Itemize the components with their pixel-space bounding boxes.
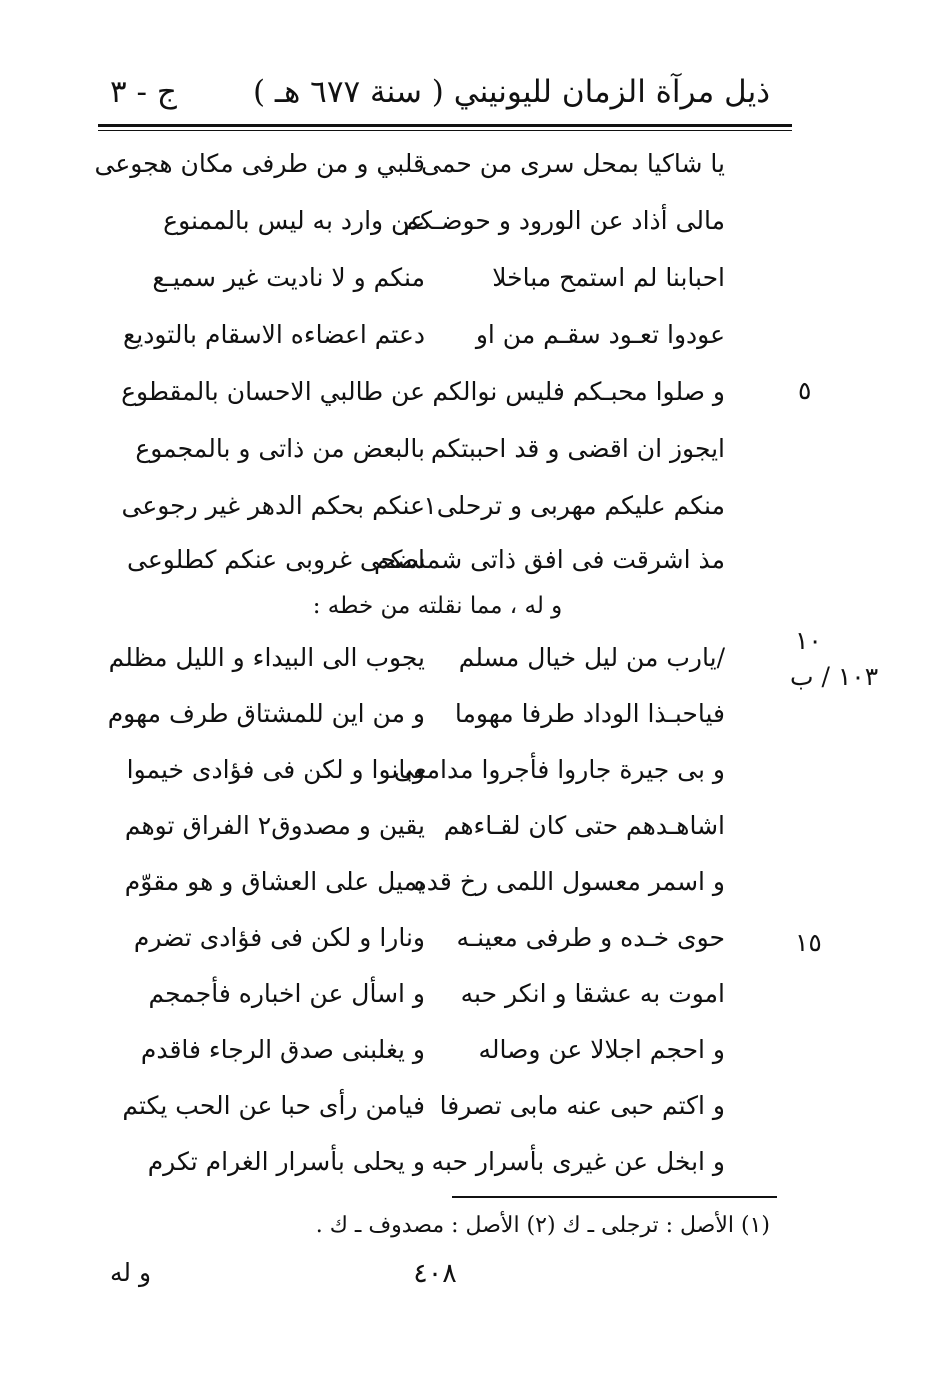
verse-second-hemistich: وبانوا و لكن فى فؤادى خيموا — [126, 755, 425, 784]
verse-first-hemistich: منكم عليكم مهربى و ترحلى١ — [423, 491, 725, 520]
footnote: (١) الأصل : ترجلى ـ ك (٢) الأصل : مصدوف ـ ك . — [315, 1213, 770, 1238]
verse-second-hemistich: و من اين للمشتاق طرف مهوم — [107, 699, 425, 728]
verse-first-hemistich: حوى خـده و طرفى معينـه — [456, 923, 725, 952]
verse-line — [124, 854, 725, 910]
verse-second-hemistich: عنكم بحكم الدهر غير رجوعى — [121, 491, 425, 520]
verse-second-hemistich: يجوب الى البيداء و الليل مظلم — [108, 643, 425, 672]
verse-line — [150, 966, 725, 1022]
verse-first-hemistich: و اكتم حبى عنه مابى تصرفا — [439, 1091, 725, 1120]
verse-second-hemistich: قلبي و من طرفى مكان هجوعى — [94, 149, 425, 178]
verse-second-hemistich: ونارا و لكن فى فؤادى تضرم — [133, 923, 425, 952]
verse-line — [124, 798, 725, 854]
verse-second-hemistich: منكم و لا ناديت غير سميـع — [152, 263, 425, 292]
page-number: ٤٠٨ — [413, 1258, 457, 1289]
verse-second-hemistich: عن طالبي الاحسان بالمقطوع — [121, 377, 425, 406]
verse-first-hemistich: و صلوا محبـكم فليس نوالكم — [432, 377, 725, 406]
verse-first-hemistich: و اسمر معسول اللمى رخ قده — [413, 867, 725, 896]
verse-line — [107, 686, 725, 742]
verse-first-hemistich: مذ اشرقت فى افق ذاتى شمسكم — [374, 545, 725, 574]
footnote-rule — [452, 1196, 777, 1198]
verse-first-hemistich: ايجوز ان اقضى و قد احببتكم — [430, 434, 725, 463]
verse-line — [140, 1022, 725, 1078]
line-number-10: ١٠ — [795, 626, 822, 655]
verse-line — [147, 1134, 725, 1190]
verse-first-hemistich: و بى جيرة جاروا فأجروا مدامعى — [393, 755, 725, 784]
verse-line — [122, 307, 725, 363]
verse-first-hemistich: و ابخل عن غيرى بأسرار حبه — [431, 1147, 725, 1176]
verse-second-hemistich: عن وارد به ليس بالممنوع — [163, 206, 425, 235]
verse-second-hemistich: يميل على العشاق و هو مقوّم — [124, 867, 425, 896]
verse-first-hemistich: فياحبـذا الوداد طرفا مهوما — [454, 699, 725, 728]
verse-second-hemistich: و يحلى بأسرار الغرام تكرم — [147, 1147, 425, 1176]
verse-first-hemistich: احبابنا لم استمح مباخلا — [492, 263, 725, 292]
poem-introduction: و له ، مما نقلته من خطه : — [312, 593, 563, 619]
verse-line — [108, 630, 725, 686]
running-title: ذيل مرآة الزمان لليونيني ( سنة ٦٧٧ هـ ) — [252, 74, 770, 110]
verse-first-hemistich: /يارب من ليل خيال مسلم — [458, 643, 725, 672]
folio-marker: ١٠٣ / ب — [790, 662, 879, 691]
verse-first-hemistich: يا شاكيا بمحل سرى من حمى — [421, 149, 725, 178]
verse-second-hemistich: اضحى غروبى عنكم كطلوعى — [127, 545, 425, 574]
verse-second-hemistich: بالبعض من ذاتى و بالمجموع — [135, 434, 425, 463]
verse-first-hemistich: اموت به عشقا و انكر حبه — [460, 979, 725, 1008]
verse-line — [133, 910, 725, 966]
verse-second-hemistich: يقين و مصدوق٢ الفراق توهم — [124, 811, 425, 840]
verse-second-hemistich: و يغلبنى صدق الرجاء فاقدم — [140, 1035, 425, 1064]
line-number-15: ١٥ — [795, 928, 822, 957]
verse-line — [135, 421, 725, 477]
verse-second-hemistich: و اسأل عن اخباره فأجمجم — [148, 979, 425, 1008]
volume-label: ج - ٣ — [110, 74, 177, 110]
verse-line — [126, 742, 725, 798]
verse-first-hemistich: و احجم اجلالا عن وصاله — [478, 1035, 725, 1064]
verse-first-hemistich: مالى أذاد عن الورود و حوضـكم — [403, 206, 725, 235]
catchword: و له — [110, 1258, 152, 1287]
verse-line — [127, 532, 725, 588]
verse-first-hemistich: اشاهـدهم حتى كان لقـاءهم — [443, 811, 725, 840]
verse-line — [121, 478, 725, 534]
verse-line — [121, 364, 725, 420]
verse-line — [150, 250, 725, 306]
verse-line — [122, 1078, 725, 1134]
verse-second-hemistich: فيامن رأى حبا عن الحب يكتم — [122, 1091, 425, 1120]
line-number-5: ٥ — [798, 376, 812, 405]
verse-line — [94, 136, 725, 192]
verse-line — [150, 193, 725, 249]
verse-first-hemistich: عودوا تعـود سقـم من او — [475, 320, 725, 349]
verse-second-hemistich: دعتم اعضاءه الاسقام بالتوديع — [122, 320, 425, 349]
